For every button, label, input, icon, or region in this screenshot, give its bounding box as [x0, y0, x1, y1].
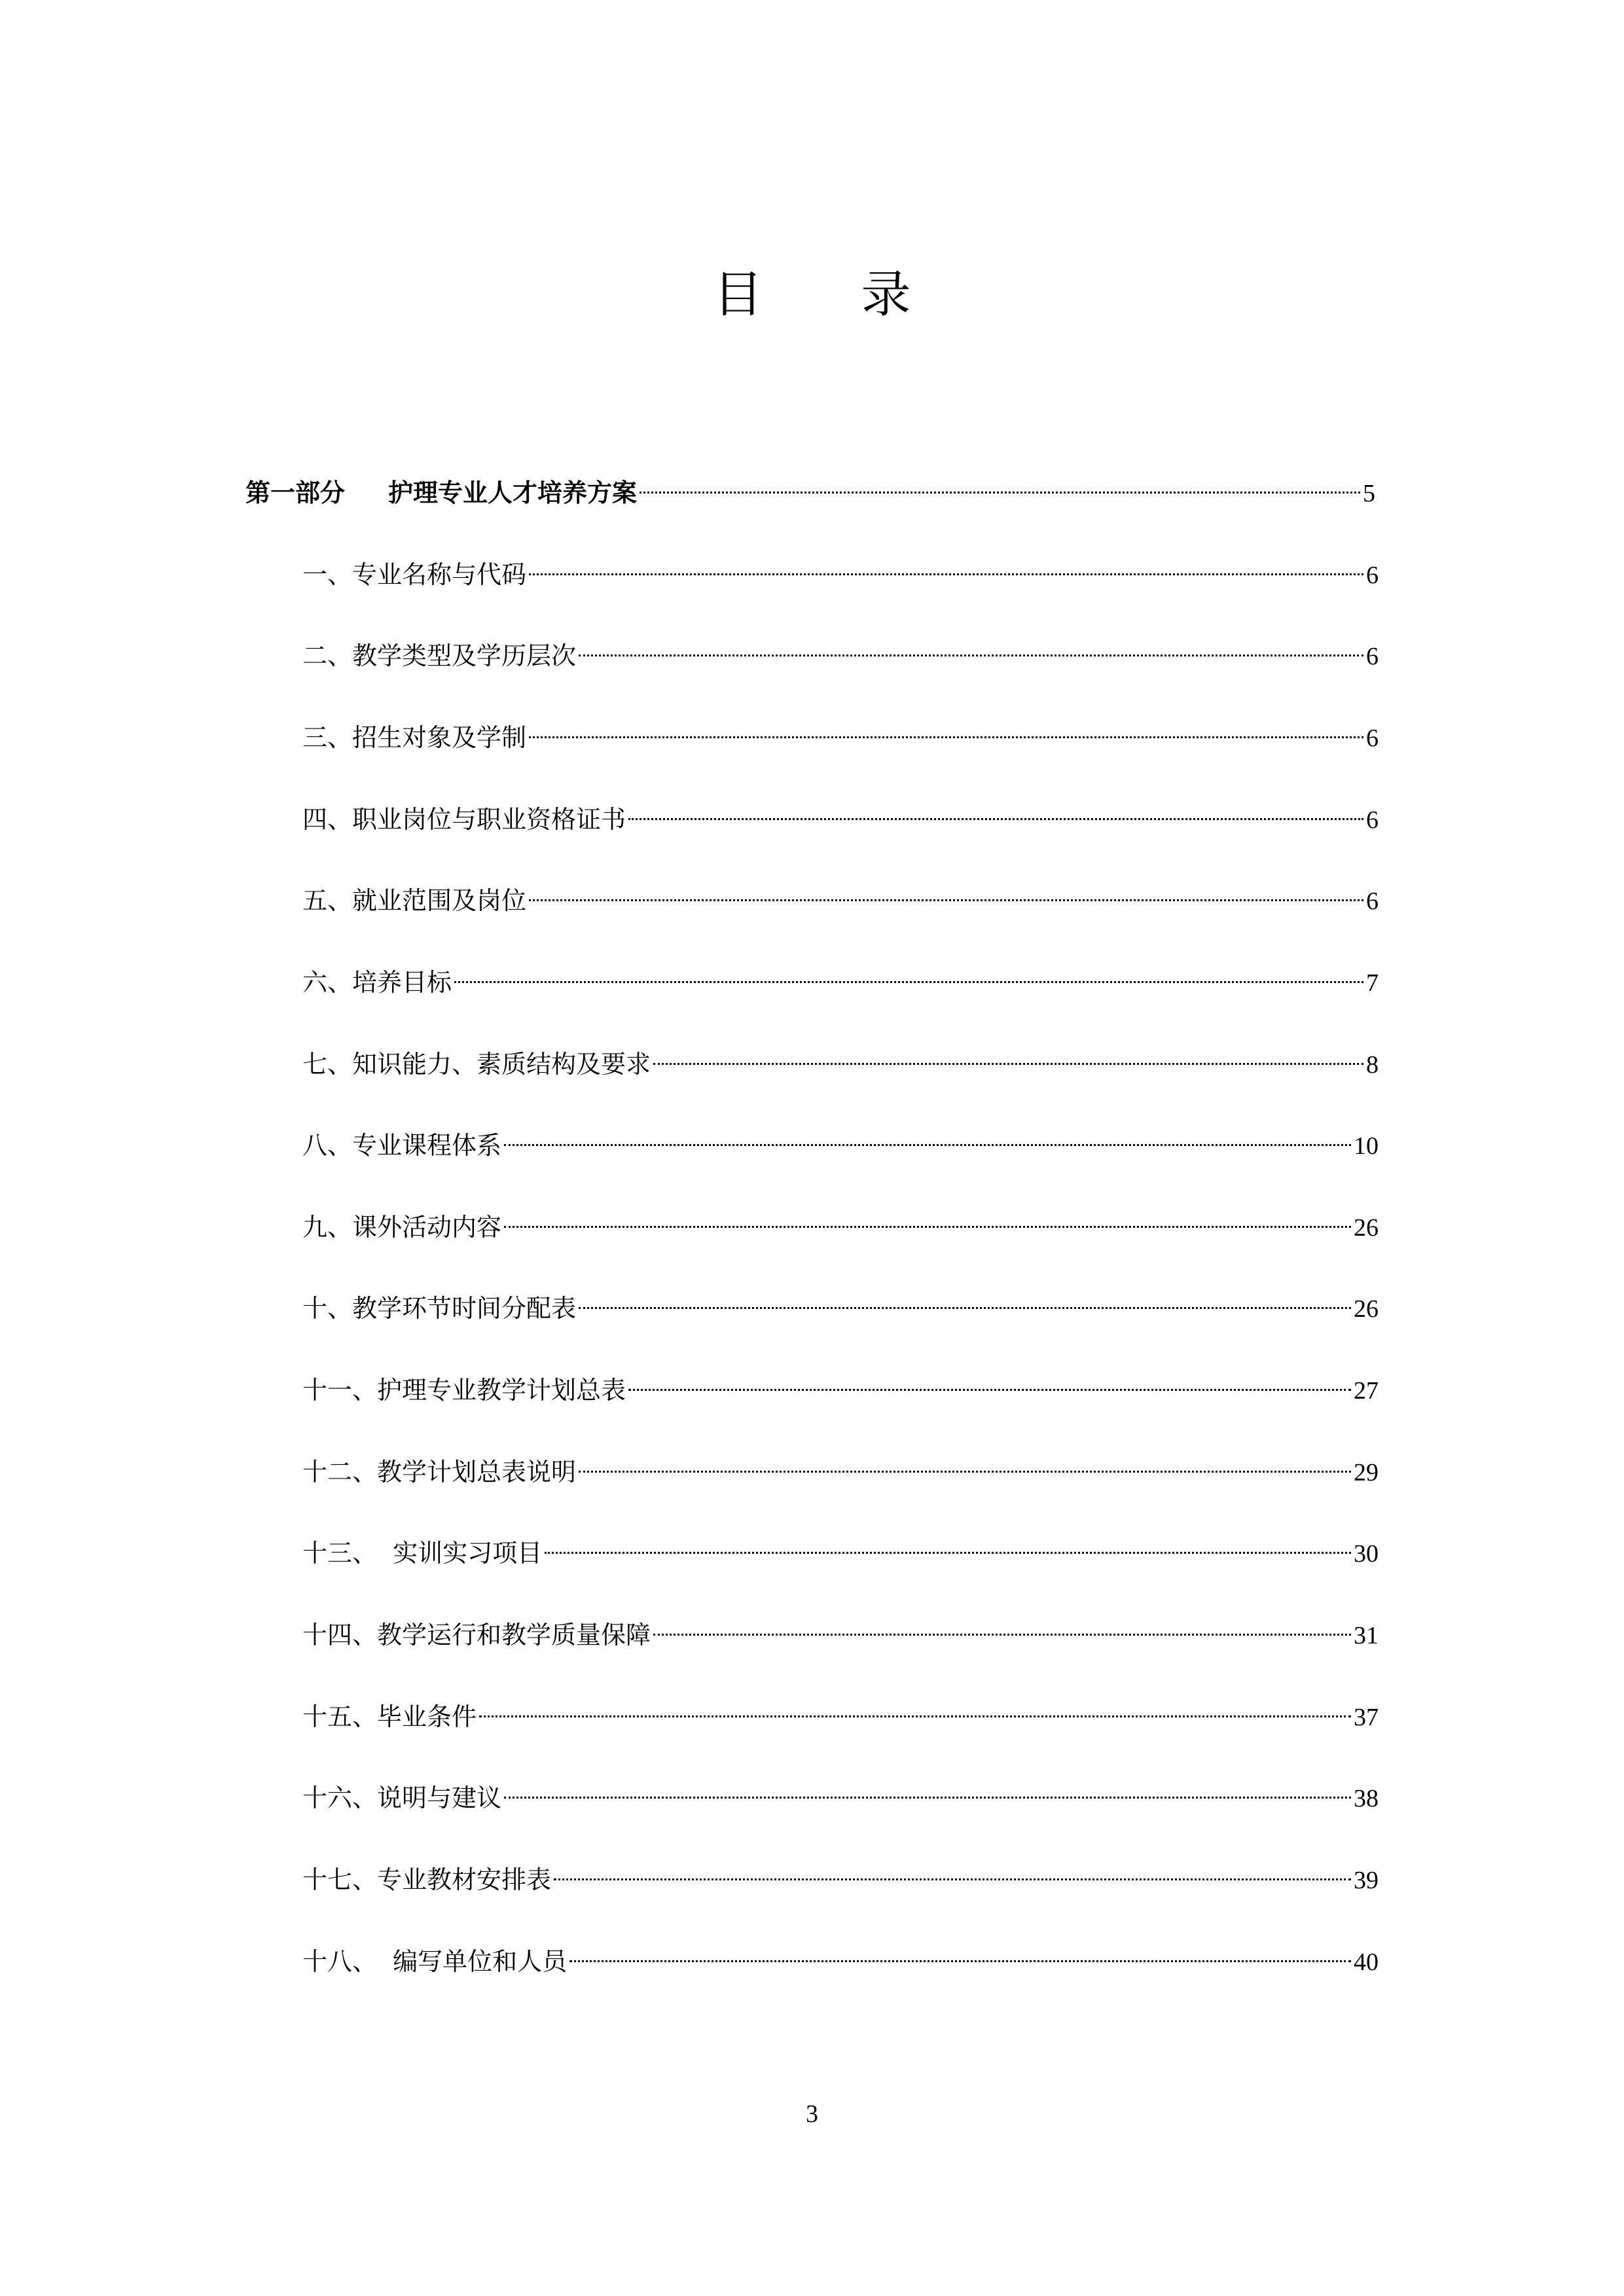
toc-entry-label: 八、专业课程体系	[302, 1131, 502, 1160]
toc-leader-dots	[554, 1849, 1351, 1888]
toc-entry-label: 十三、 实训实习项目	[302, 1539, 543, 1568]
toc-entry-label: 十一、护理专业教学计划总表	[302, 1376, 626, 1405]
toc-leader-dots	[640, 462, 1360, 501]
toc-leader-dots	[628, 789, 1363, 828]
toc-page-number: 7	[1366, 969, 1379, 997]
toc-entry-label: 四、职业岗位与职业资格证书	[302, 805, 626, 834]
toc-leader-dots	[579, 1441, 1351, 1480]
toc-entry-label: 十、教学环节时间分配表	[302, 1294, 577, 1323]
toc-entry-label: 七、知识能力、素质结构及要求	[302, 1050, 651, 1079]
toc-page-number: 6	[1366, 643, 1379, 670]
toc-leader-dots	[579, 1278, 1351, 1317]
toc-leader-dots	[653, 1033, 1363, 1073]
toc-page-number: 30	[1354, 1540, 1379, 1568]
toc-entry-label: 三、招生对象及学制	[302, 723, 527, 752]
toc-part-number: 第一部分	[245, 478, 346, 507]
toc-entry-label: 六、培养目标	[302, 968, 452, 997]
toc-entry[interactable]	[302, 707, 1379, 752]
toc-leader-dots	[479, 1686, 1351, 1725]
toc-entry-label: 十二、教学计划总表说明	[302, 1458, 577, 1486]
footer-page-number: 3	[806, 2100, 818, 2128]
toc-part-entry[interactable]	[245, 462, 1375, 507]
toc-leader-dots	[504, 1115, 1351, 1154]
toc-leader-dots	[579, 625, 1363, 664]
toc-entry[interactable]	[302, 1033, 1379, 1079]
toc-page-number: 29	[1354, 1459, 1379, 1486]
toc-part-title: 护理专业人才培养方案	[388, 478, 638, 507]
toc-leader-dots	[504, 1767, 1351, 1806]
toc-entry[interactable]	[302, 1196, 1379, 1242]
toc-page-number: 37	[1354, 1704, 1379, 1731]
toc-entry-label: 十四、教学运行和教学质量保障	[302, 1621, 651, 1649]
toc-title-char-1: 目	[713, 265, 763, 323]
toc-entry-label: 五、就业范围及岗位	[302, 886, 527, 915]
toc-leader-dots	[628, 1359, 1351, 1399]
toc-page-number: 26	[1354, 1214, 1379, 1242]
toc-page-number: 27	[1354, 1377, 1379, 1405]
toc-entry[interactable]	[302, 1767, 1379, 1812]
toc-entry-label: 九、课外活动内容	[302, 1213, 502, 1242]
toc-part-label	[245, 473, 637, 512]
toc-page-number: 10	[1354, 1132, 1379, 1160]
toc-entry[interactable]	[302, 1931, 1379, 1976]
toc-page-number: 31	[1354, 1622, 1379, 1649]
toc-page-number: 6	[1366, 806, 1379, 834]
toc-entry[interactable]	[302, 952, 1379, 997]
toc-entry[interactable]	[302, 870, 1379, 915]
toc-entry-label: 一、专业名称与代码	[302, 560, 527, 589]
toc-page-number: 8	[1366, 1051, 1379, 1079]
toc-entry[interactable]	[302, 1686, 1379, 1731]
toc-entry[interactable]	[302, 1604, 1379, 1649]
toc-leader-dots	[504, 1196, 1351, 1236]
toc-page-number: 39	[1354, 1867, 1379, 1894]
toc-leader-dots	[529, 544, 1363, 583]
toc-entry[interactable]	[302, 789, 1379, 834]
toc-entry[interactable]	[302, 1115, 1379, 1160]
toc-leader-dots	[529, 870, 1363, 909]
toc-entry[interactable]	[302, 1849, 1379, 1894]
toc-page-number: 6	[1366, 888, 1379, 915]
toc-entry-label: 十七、专业教材安排表	[302, 1865, 552, 1894]
toc-title-char-2: 录	[861, 265, 911, 323]
toc-page-number: 38	[1354, 1785, 1379, 1812]
toc-leader-dots	[545, 1522, 1351, 1562]
toc-entry[interactable]	[302, 544, 1379, 589]
toc-title	[0, 262, 1624, 327]
toc-page-number: 40	[1354, 1948, 1379, 1976]
toc-entry[interactable]	[302, 1522, 1379, 1568]
toc-leader-dots	[653, 1604, 1351, 1643]
toc-entry[interactable]	[302, 1278, 1379, 1323]
toc-leader-dots	[529, 707, 1363, 746]
toc-entry-label: 十五、毕业条件	[302, 1702, 477, 1731]
toc-entry-label: 二、教学类型及学历层次	[302, 641, 577, 670]
toc-entry[interactable]	[302, 1359, 1379, 1405]
toc-page-number: 6	[1366, 725, 1379, 752]
toc-entry[interactable]	[302, 625, 1379, 670]
toc-entry-label: 十八、 编写单位和人员	[302, 1947, 568, 1976]
toc-page-number: 5	[1363, 480, 1375, 507]
toc-leader-dots	[454, 952, 1363, 991]
toc-entry[interactable]	[302, 1441, 1379, 1486]
toc-entry-label: 十六、说明与建议	[302, 1784, 502, 1812]
toc-page-number: 26	[1354, 1295, 1379, 1323]
toc-page-number: 6	[1366, 562, 1379, 589]
toc-leader-dots	[569, 1931, 1351, 1970]
